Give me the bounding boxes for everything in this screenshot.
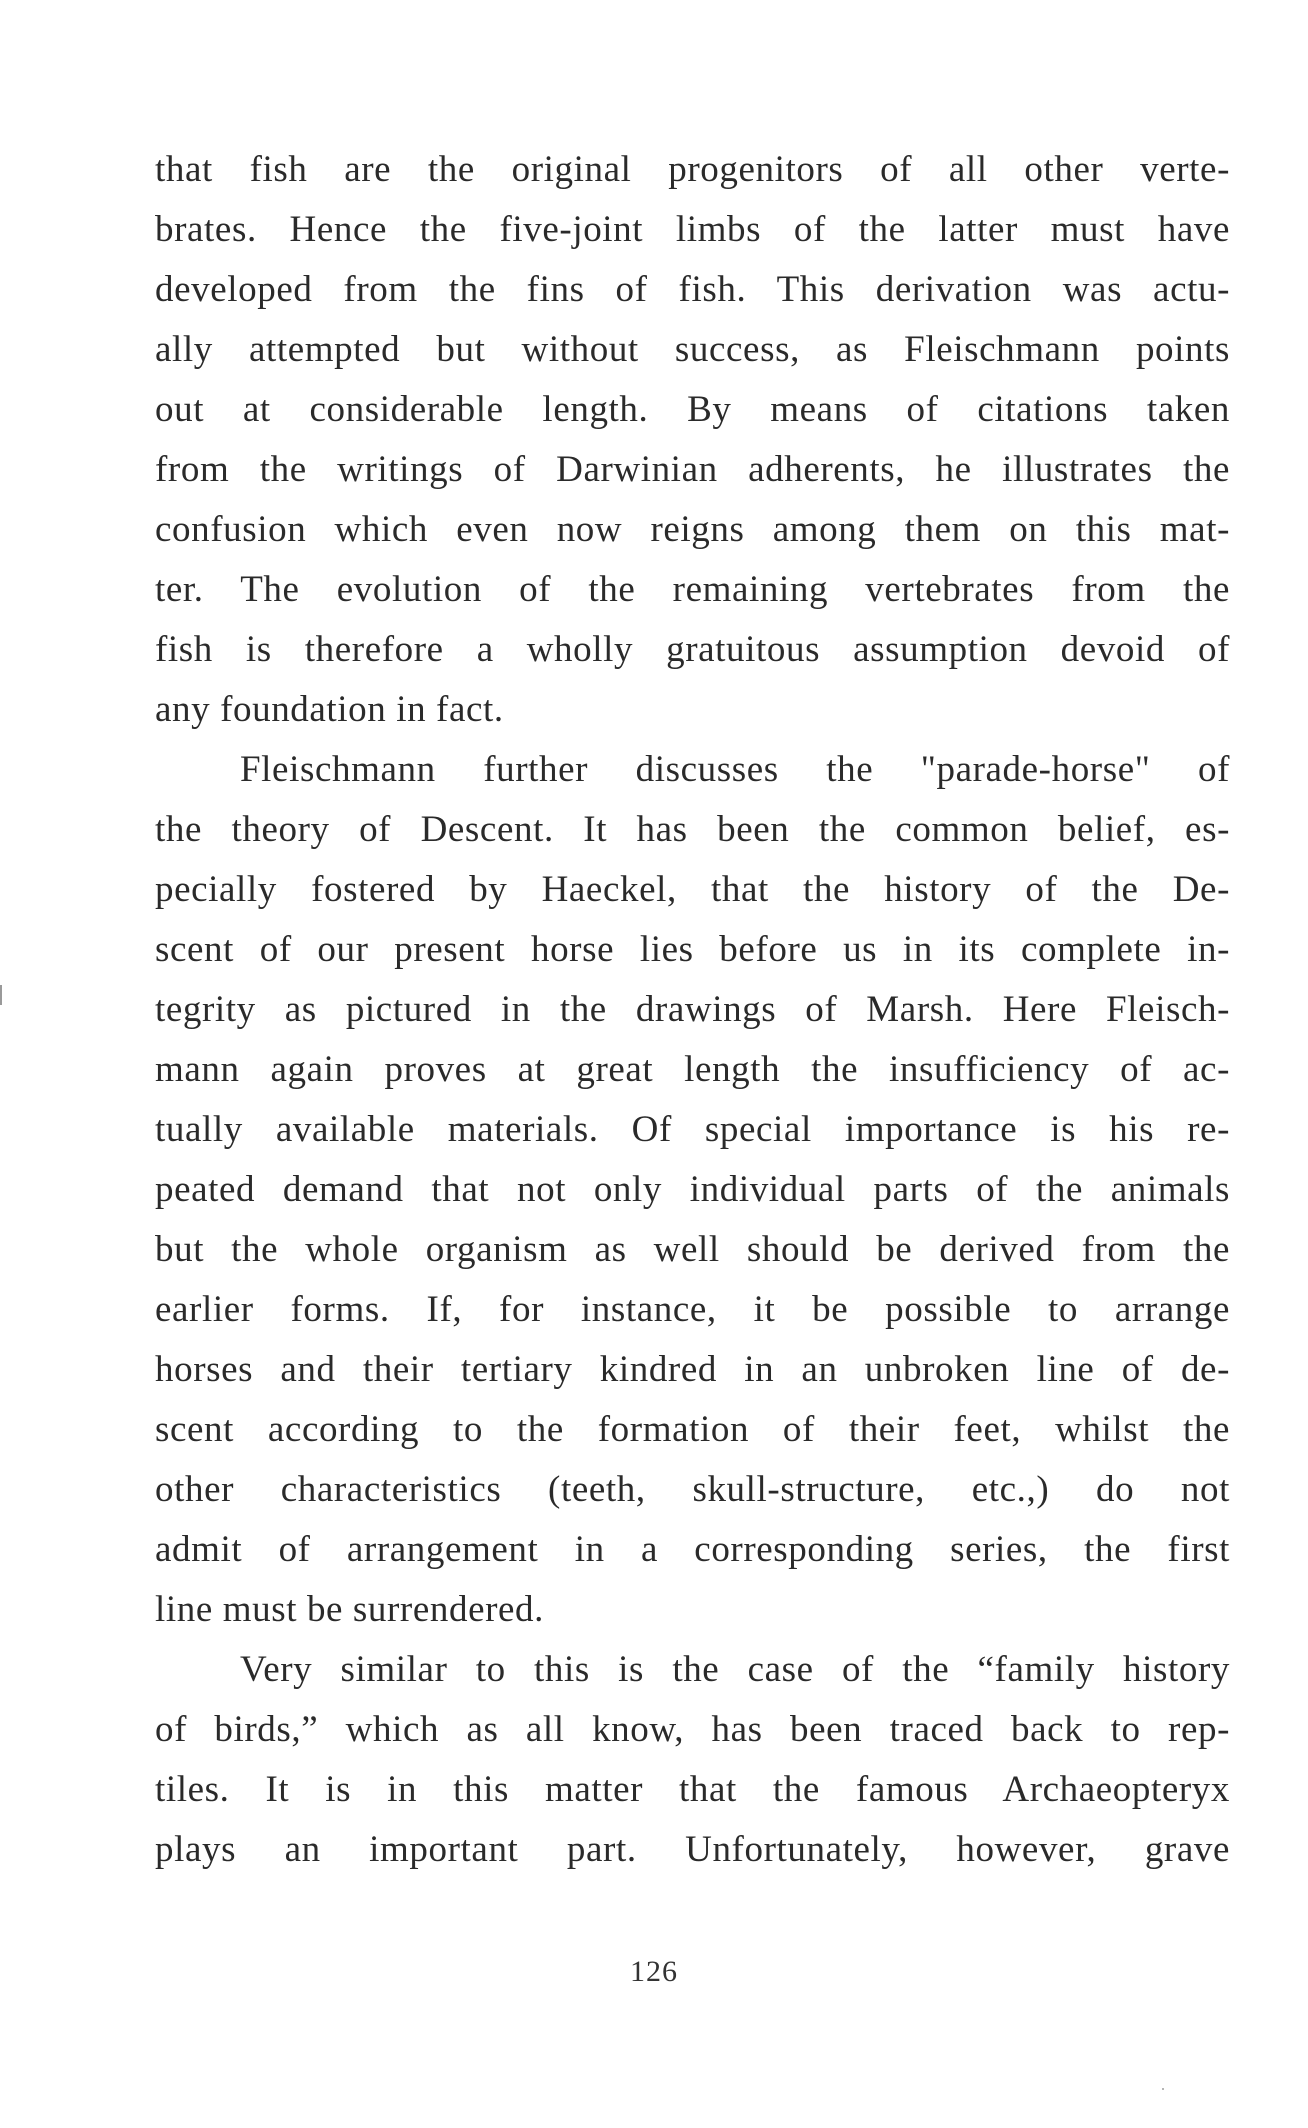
text-line: scent of our present horse lies before us in its complete in-: [155, 929, 1230, 970]
text-line: the theory of Descent. It has been the common belief, es-: [155, 809, 1230, 850]
text-line: ally attempted but without success, as Fleischmann points: [155, 329, 1230, 370]
text-line: from the writings of Darwinian adherents, he illustrates the: [155, 449, 1230, 490]
text-line: horses and their tertiary kindred in an unbroken line of de-: [155, 1349, 1230, 1390]
text-line: plays an important part. Unfortunately, however, grave: [155, 1829, 1230, 1870]
text-line: of birds,” which as all know, has been traced back to rep-: [155, 1709, 1230, 1750]
text-line: fish is therefore a wholly gratuitous assumption devoid of: [155, 629, 1230, 670]
text-line: mann again proves at great length the insufficiency of ac-: [155, 1049, 1230, 1090]
paper-speck: [1162, 2088, 1164, 2090]
text-line: out at considerable length. By means of citations taken: [155, 389, 1230, 430]
text-line: earlier forms. If, for instance, it be possible to arrange: [155, 1289, 1230, 1330]
text-line: Fleischmann further discusses the "parade-horse" of: [240, 749, 1230, 790]
text-line: tiles. It is in this matter that the famous Archaeopteryx: [155, 1769, 1230, 1810]
text-line: scent according to the formation of their feet, whilst the: [155, 1409, 1230, 1450]
text-line: ter. The evolution of the remaining vertebrates from the: [155, 569, 1230, 610]
text-line: developed from the fins of fish. This derivation was actu-: [155, 269, 1230, 310]
text-line: other characteristics (teeth, skull-structure, etc.,) do not: [155, 1469, 1230, 1510]
text-line: Very similar to this is the case of the “family history: [240, 1649, 1230, 1690]
page-number: 126: [630, 1955, 678, 1988]
body-text: [155, 140, 1230, 1880]
text-line: that fish are the original progenitors of all other verte-: [155, 149, 1230, 190]
text-line: any foundation in fact.: [155, 689, 504, 730]
text-line: confusion which even now reigns among them on this mat-: [155, 509, 1230, 550]
text-line: admit of arrangement in a corresponding series, the first: [155, 1529, 1230, 1570]
text-line: brates. Hence the five-joint limbs of the latter must have: [155, 209, 1230, 250]
text-line: peated demand that not only individual parts of the animals: [155, 1169, 1230, 1210]
text-line: pecially fostered by Haeckel, that the history of the De-: [155, 869, 1230, 910]
text-line: but the whole organism as well should be derived from the: [155, 1229, 1230, 1270]
text-line: tually available materials. Of special importance is his re-: [155, 1109, 1230, 1150]
text-line: tegrity as pictured in the drawings of Marsh. Here Fleisch-: [155, 989, 1230, 1030]
margin-mark: [0, 985, 2, 1005]
text-line: line must be surrendered.: [155, 1589, 544, 1630]
